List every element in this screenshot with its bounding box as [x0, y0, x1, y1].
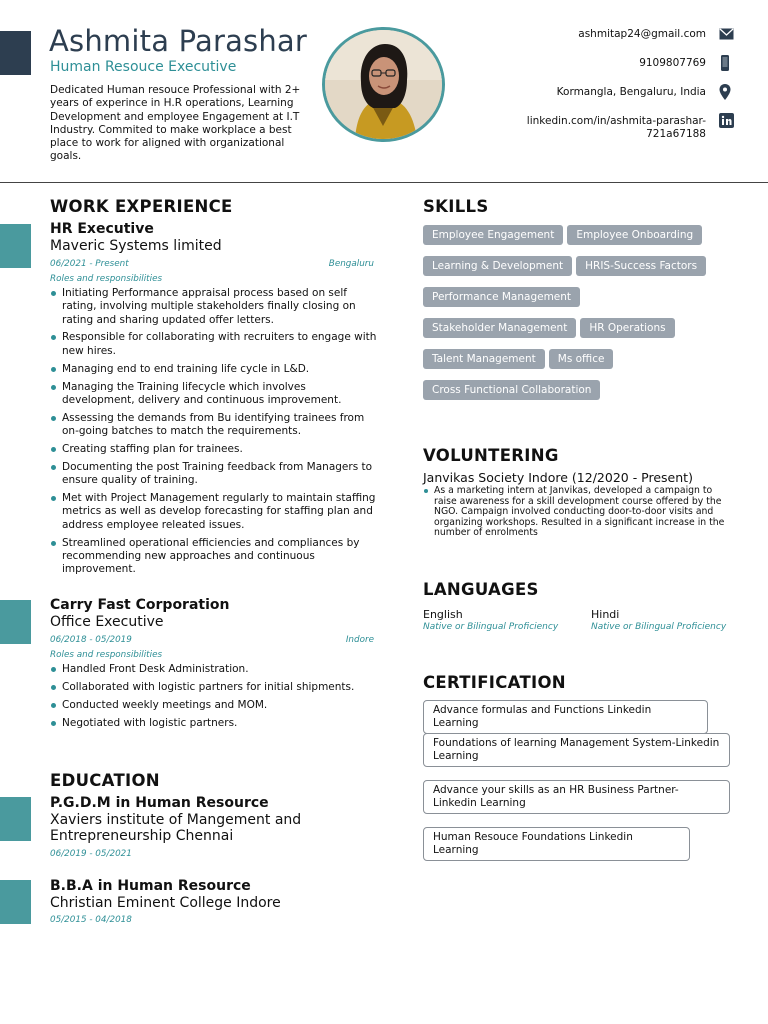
school-name: Xaviers institute of Mangement and [50, 812, 302, 828]
skills-list [423, 225, 743, 411]
list-item: Handled Front Desk Administration. [50, 663, 380, 676]
list-item: As a marketing intern at Janvikas, developed a campaign to raise awareness for a skill development course offered by the NGO. Campaign involved conducting door-to-door visits and organizing workshops. Resulted in a significant increase in the number of enrolments [423, 486, 728, 539]
language-name: English [423, 608, 463, 621]
list-item: Creating staffing plan for trainees. [50, 443, 380, 456]
contact-phone[interactable]: 9109807769 [639, 57, 706, 69]
school-name: Christian Eminent College Indore [50, 895, 281, 911]
skill-tag: Employee Engagement [423, 225, 563, 245]
school-name-cont: Entrepreneurship Chennai [50, 828, 234, 844]
languages-heading: LANGUAGES [423, 580, 539, 599]
language-level: Native or Bilingual Proficiency [591, 622, 727, 632]
volunteering-details [423, 486, 728, 539]
candidate-name: Ashmita Parashar [49, 24, 308, 58]
skill-tag: Employee Onboarding [567, 225, 702, 245]
list-item: Negotiated with logistic partners. [50, 717, 380, 730]
work-experience-heading: WORK EXPERIENCE [50, 197, 233, 216]
job-location: Indore [345, 635, 374, 645]
list-item: Managing end to end training life cycle in L&D. [50, 363, 380, 376]
skill-tag: Cross Functional Collaboration [423, 380, 600, 400]
skill-tag: HR Operations [580, 318, 674, 338]
education-dates: 05/2015 - 04/2018 [50, 915, 132, 925]
volunteering-heading: VOLUNTERING [423, 446, 559, 465]
education-accent-bar-2 [0, 880, 31, 924]
skill-tag: Stakeholder Management [423, 318, 576, 338]
skills-heading: SKILLS [423, 197, 489, 216]
certification-item: Human Resouce Foundations Linkedin Learning [423, 827, 690, 861]
list-item: Initiating Performance appraisal process based on self rating, involving multiple stakeholders finally closing on rating and sharing updated offer letters. [50, 287, 380, 327]
profile-photo [322, 27, 445, 142]
job-responsibilities [50, 663, 380, 735]
location-pin-icon [719, 84, 731, 100]
list-item: Managing the Training lifecycle which involves development, delivery and continuous improvement. [50, 381, 380, 408]
degree-title: P.G.D.M in Human Resource [50, 795, 269, 811]
job-location: Bengaluru [328, 259, 374, 269]
envelope-icon [719, 28, 734, 40]
certification-item: Advance your skills as an HR Business Partner-Linkedin Learning [423, 780, 730, 814]
job-company: Maveric Systems limited [50, 238, 222, 254]
contact-linkedin[interactable] [527, 115, 706, 141]
linkedin-url-line2: 721a67188 [646, 128, 706, 140]
skill-tag: Learning & Development [423, 256, 572, 276]
job-responsibilities [50, 287, 380, 581]
education-accent-bar-1 [0, 797, 31, 841]
certification-item: Foundations of learning Management System-Linkedin Learning [423, 733, 730, 767]
header-divider [0, 182, 768, 183]
linkedin-url-line1: linkedin.com/in/ashmita-parashar- [526, 115, 706, 127]
language-name: Hindi [591, 608, 620, 621]
skill-tag: Talent Management [423, 349, 545, 369]
work-accent-bar-1 [0, 224, 31, 268]
list-item: Assessing the demands from Bu identifying trainees from on-going batches to match the requirements. [50, 412, 380, 439]
degree-title: B.B.A in Human Resource [50, 878, 251, 894]
certification-heading: CERTIFICATION [423, 673, 566, 692]
job-title: HR Executive [50, 221, 154, 237]
header-accent-bar [0, 31, 31, 75]
list-item: Met with Project Management regularly to maintain staffing metrics as well as develop forecasting for staffing plan and address employee releated issues. [50, 492, 380, 532]
volunteering-org: Janvikas Society Indore (12/2020 - Present) [423, 470, 693, 485]
job-dates: 06/2021 - Present [50, 259, 129, 269]
list-item: Documenting the post Training feedback from Managers to ensure quality of training. [50, 461, 380, 488]
list-item: Responsible for collaborating with recruiters to engage with new hires. [50, 331, 380, 358]
profile-summary: Dedicated Human resouce Professional with 2+ years of experince in H.R operations, Learning Development and employee Engagement at I.T Industry. Commited to make workplace a best place to work for aligned with organizational goals. [50, 84, 301, 163]
list-item: Collaborated with logistic partners for initial shipments. [50, 681, 380, 694]
skill-tag: Performance Management [423, 287, 580, 307]
skill-tag: Ms office [549, 349, 614, 369]
job-dates: 06/2018 - 05/2019 [50, 635, 132, 645]
list-item: Streamlined operational efficiencies and compliances by recommending new approaches and continuous improvement. [50, 537, 380, 577]
education-dates: 06/2019 - 05/2021 [50, 849, 132, 859]
job-company: Office Executive [50, 614, 164, 630]
skill-tag: HRIS-Success Factors [576, 256, 706, 276]
job-subtitle: Roles and responsibilities [50, 274, 163, 284]
work-accent-bar-2 [0, 600, 31, 644]
language-level: Native or Bilingual Proficiency [423, 622, 559, 632]
job-title: Carry Fast Corporation [50, 597, 230, 613]
job-subtitle: Roles and responsibilities [50, 650, 163, 660]
contact-email[interactable]: ashmitap24@gmail.com [578, 28, 706, 40]
contact-location: Kormangla, Bengaluru, India [556, 86, 706, 98]
certification-item: Advance formulas and Functions Linkedin Learning [423, 700, 708, 734]
education-heading: EDUCATION [50, 771, 160, 790]
list-item: Conducted weekly meetings and MOM. [50, 699, 380, 712]
candidate-role: Human Resouce Executive [50, 59, 237, 75]
phone-icon [719, 55, 731, 71]
linkedin-icon [719, 113, 734, 128]
